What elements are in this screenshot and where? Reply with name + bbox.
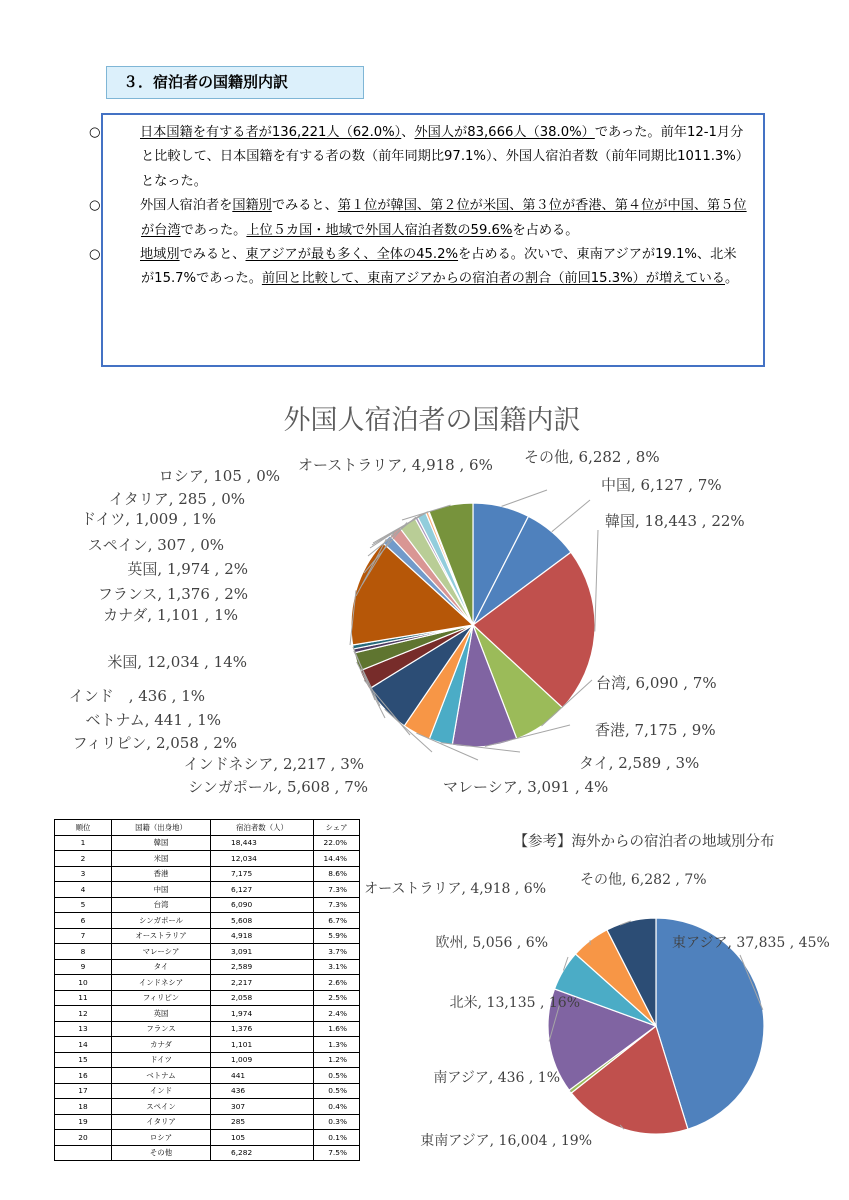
summary-text: 。 bbox=[725, 271, 739, 287]
pie-data-label: フィリピン, 2,058 , 2% bbox=[72, 734, 237, 752]
table-cell: 7.3% bbox=[314, 897, 360, 913]
table-cell: シンガポール bbox=[112, 913, 211, 929]
pie-data-label: ドイツ, 1,009 , 1% bbox=[81, 510, 216, 528]
pie-data-label: タイ, 2,589 , 3% bbox=[579, 754, 700, 772]
table-cell: 2 bbox=[55, 851, 112, 867]
table-cell: 2.6% bbox=[314, 975, 360, 991]
table-cell: 米国 bbox=[112, 851, 211, 867]
table-cell: 307 bbox=[211, 1099, 314, 1115]
table-cell: 6,127 bbox=[211, 882, 314, 898]
pie-data-label: 韓国, 18,443 , 22% bbox=[605, 512, 745, 530]
table-cell: 285 bbox=[211, 1114, 314, 1130]
summary-text: を占める。次いで、東南アジアが19.1%、北米が15.7%であった。 bbox=[141, 247, 737, 287]
pie-data-label: 中国, 6,127 , 7% bbox=[601, 476, 722, 494]
ranking-table bbox=[54, 819, 360, 1161]
pie-data-label: 東アジア, 37,835 , 45% bbox=[672, 935, 830, 951]
table-cell: 14.4% bbox=[314, 851, 360, 867]
table-row bbox=[55, 1068, 360, 1084]
pie-data-label: イタリア, 285 , 0% bbox=[108, 490, 245, 508]
table-cell: 0.5% bbox=[314, 1083, 360, 1099]
pie-data-label: 米国, 12,034 , 14% bbox=[107, 653, 247, 671]
table-cell: 13 bbox=[55, 1021, 112, 1037]
table-cell: 2,058 bbox=[211, 990, 314, 1006]
table-cell: 7,175 bbox=[211, 866, 314, 882]
main-chart-title: 外国人宿泊者の国籍内訳 bbox=[283, 405, 581, 436]
table-row bbox=[55, 913, 360, 929]
summary-text: でみると、 bbox=[179, 247, 246, 263]
summary-highlight: 国籍別 bbox=[232, 198, 272, 214]
pie-data-label: シンガポール, 5,608 , 7% bbox=[188, 778, 368, 796]
table-cell: 1,376 bbox=[211, 1021, 314, 1037]
pie-data-label: その他, 6,282 , 7% bbox=[580, 872, 707, 888]
pie-data-label: 英国, 1,974 , 2% bbox=[127, 560, 248, 578]
table-row bbox=[55, 990, 360, 1006]
bullet-icon: ○ bbox=[89, 198, 101, 214]
table-cell: 3,091 bbox=[211, 944, 314, 960]
table-cell: マレーシア bbox=[112, 944, 211, 960]
table-cell: 8.6% bbox=[314, 866, 360, 882]
pie-data-label: 南アジア, 436 , 1% bbox=[433, 1070, 560, 1086]
table-row bbox=[55, 835, 360, 851]
table-cell: 18,443 bbox=[211, 835, 314, 851]
pie-data-label: インド , 436 , 1% bbox=[68, 687, 205, 705]
table-cell: スペイン bbox=[112, 1099, 211, 1115]
table-cell: 6.7% bbox=[314, 913, 360, 929]
table-cell: 英国 bbox=[112, 1006, 211, 1022]
table-cell: ドイツ bbox=[112, 1052, 211, 1068]
table-cell: イタリア bbox=[112, 1114, 211, 1130]
pie-data-label: カナダ, 1,101 , 1% bbox=[103, 606, 238, 624]
pie-data-label: オーストラリア, 4,918 , 6% bbox=[298, 456, 493, 474]
table-cell: 18 bbox=[55, 1099, 112, 1115]
table-cell: 4,918 bbox=[211, 928, 314, 944]
table-row bbox=[55, 1083, 360, 1099]
summary-highlight: 地域別 bbox=[140, 247, 180, 263]
table-cell: 8 bbox=[55, 944, 112, 960]
table-row bbox=[55, 1145, 360, 1161]
table-cell: 中国 bbox=[112, 882, 211, 898]
table-cell: 3.7% bbox=[314, 944, 360, 960]
table-cell: 台湾 bbox=[112, 897, 211, 913]
summary-highlight: 日本国籍を有する者が136,221人（62.0%） bbox=[140, 125, 402, 140]
table-cell: オーストラリア bbox=[112, 928, 211, 944]
table-cell: 441 bbox=[211, 1068, 314, 1084]
summary-highlight: 東アジアが最も多く、全体の45.2% bbox=[245, 247, 459, 263]
table-header-cell: シェア bbox=[314, 820, 360, 836]
table-cell: 19 bbox=[55, 1114, 112, 1130]
summary-highlight: 上位５カ国・地域で外国人宿泊者数の59.6% bbox=[246, 222, 513, 238]
table-row bbox=[55, 1099, 360, 1115]
table-row bbox=[55, 1006, 360, 1022]
table-cell: 0.4% bbox=[314, 1099, 360, 1115]
summary-text: であった。 bbox=[180, 222, 247, 238]
pie-data-label: 東南アジア, 16,004 , 19% bbox=[420, 1133, 592, 1149]
table-cell: 17 bbox=[55, 1083, 112, 1099]
table-cell: 7 bbox=[55, 928, 112, 944]
table-cell: 15 bbox=[55, 1052, 112, 1068]
table-cell: 0.1% bbox=[314, 1130, 360, 1146]
table-row bbox=[55, 851, 360, 867]
table-cell: 14 bbox=[55, 1037, 112, 1053]
table-row bbox=[55, 928, 360, 944]
table-cell: カナダ bbox=[112, 1037, 211, 1053]
table-cell: 5 bbox=[55, 897, 112, 913]
bullet-icon: ○ bbox=[89, 125, 101, 140]
table-cell: 5.9% bbox=[314, 928, 360, 944]
table-cell: 3 bbox=[55, 866, 112, 882]
table-header-cell: 国籍（出身地） bbox=[112, 820, 211, 836]
table-cell: 12,034 bbox=[211, 851, 314, 867]
pie-data-label: 香港, 7,175 , 9% bbox=[595, 721, 716, 739]
table-cell: 2,217 bbox=[211, 975, 314, 991]
table-cell: インド bbox=[112, 1083, 211, 1099]
pie-data-label: その他, 6,282 , 8% bbox=[524, 448, 660, 466]
table-cell: 1 bbox=[55, 835, 112, 851]
summary-highlight: 第１位が韓国、第２位が米国、第３位が香港、第４位が中国、第５位が台湾 bbox=[141, 198, 747, 238]
pie-data-label: ベトナム, 441 , 1% bbox=[85, 711, 221, 729]
pie-data-label: ロシア, 105 , 0% bbox=[158, 467, 280, 485]
pie-data-label: 北米, 13,135 , 16% bbox=[449, 995, 580, 1011]
table-cell: 7.5% bbox=[314, 1145, 360, 1161]
table-cell: 3.1% bbox=[314, 959, 360, 975]
table-cell: 0.5% bbox=[314, 1068, 360, 1084]
table-cell: 1,974 bbox=[211, 1006, 314, 1022]
table-cell: 1.6% bbox=[314, 1021, 360, 1037]
summary-text: 外国人宿泊者を bbox=[140, 198, 233, 214]
bullet-icon: ○ bbox=[89, 247, 101, 263]
pie-data-label: マレーシア, 3,091 , 4% bbox=[443, 778, 609, 796]
table-cell: インドネシア bbox=[112, 975, 211, 991]
table-cell: 2.4% bbox=[314, 1006, 360, 1022]
table-cell: 0.3% bbox=[314, 1114, 360, 1130]
table-cell: 436 bbox=[211, 1083, 314, 1099]
table-header-cell: 順位 bbox=[55, 820, 112, 836]
table-cell: 22.0% bbox=[314, 835, 360, 851]
table-row bbox=[55, 959, 360, 975]
summary-text: であった。前年12-1月分と比較して、日本国籍を有する者の数（前年同期比97.1%）、外国人宿泊者数（前年同期比1011.3%）となった。 bbox=[141, 125, 750, 189]
table-cell: 11 bbox=[55, 990, 112, 1006]
pie-data-label: オーストラリア, 4,918 , 6% bbox=[364, 881, 546, 897]
table-cell: 12 bbox=[55, 1006, 112, 1022]
table-cell: 20 bbox=[55, 1130, 112, 1146]
table-row bbox=[55, 1037, 360, 1053]
table-row bbox=[55, 1052, 360, 1068]
table-row bbox=[55, 866, 360, 882]
table-cell: フィリピン bbox=[112, 990, 211, 1006]
table-cell bbox=[55, 1145, 112, 1161]
table-cell: 1.3% bbox=[314, 1037, 360, 1053]
table-cell: タイ bbox=[112, 959, 211, 975]
table-row bbox=[55, 882, 360, 898]
table-cell: 2,589 bbox=[211, 959, 314, 975]
ref-chart-title: 【参考】海外からの宿泊者の地域別分布 bbox=[513, 834, 775, 850]
table-cell: 16 bbox=[55, 1068, 112, 1084]
table-row bbox=[55, 975, 360, 991]
table-cell: フランス bbox=[112, 1021, 211, 1037]
summary-highlight: 外国人が83,666人（38.0%） bbox=[414, 125, 595, 140]
summary-text: でみると、 bbox=[271, 198, 338, 214]
table-cell: 1,009 bbox=[211, 1052, 314, 1068]
pie-data-label: フランス, 1,376 , 2% bbox=[97, 585, 248, 603]
table-cell: 1,101 bbox=[211, 1037, 314, 1053]
table-cell: 6 bbox=[55, 913, 112, 929]
table-cell: 105 bbox=[211, 1130, 314, 1146]
table-cell: ロシア bbox=[112, 1130, 211, 1146]
summary-highlight: 前回と比較して、東南アジアからの宿泊者の割合（前回15.3%）が増えている bbox=[261, 271, 725, 287]
summary-text: を占める。 bbox=[512, 222, 579, 238]
table-header-row bbox=[55, 820, 360, 836]
table-cell: 香港 bbox=[112, 866, 211, 882]
table-row bbox=[55, 1114, 360, 1130]
table-row bbox=[55, 1021, 360, 1037]
table-body bbox=[55, 835, 360, 1161]
table-cell: 9 bbox=[55, 959, 112, 975]
table-cell: 7.3% bbox=[314, 882, 360, 898]
section-heading: ３．宿泊者の国籍別内訳 bbox=[106, 66, 364, 99]
table-cell: 10 bbox=[55, 975, 112, 991]
pie-data-label: 台湾, 6,090 , 7% bbox=[596, 674, 717, 692]
table-row bbox=[55, 897, 360, 913]
summary-text: 、 bbox=[401, 125, 415, 140]
table-cell: 4 bbox=[55, 882, 112, 898]
table-cell: 6,090 bbox=[211, 897, 314, 913]
table-cell: その他 bbox=[112, 1145, 211, 1161]
table-cell: 5,608 bbox=[211, 913, 314, 929]
table-cell: 2.5% bbox=[314, 990, 360, 1006]
table-header-cell: 宿泊者数（人） bbox=[211, 820, 314, 836]
pie-data-label: 欧州, 5,056 , 6% bbox=[435, 935, 548, 951]
table-row bbox=[55, 944, 360, 960]
pie-data-label: スペイン, 307 , 0% bbox=[87, 536, 224, 554]
table-cell: 6,282 bbox=[211, 1145, 314, 1161]
table-cell: 1.2% bbox=[314, 1052, 360, 1068]
table-cell: ベトナム bbox=[112, 1068, 211, 1084]
table-row bbox=[55, 1130, 360, 1146]
table-cell: 韓国 bbox=[112, 835, 211, 851]
pie-data-label: インドネシア, 2,217 , 3% bbox=[183, 755, 364, 773]
